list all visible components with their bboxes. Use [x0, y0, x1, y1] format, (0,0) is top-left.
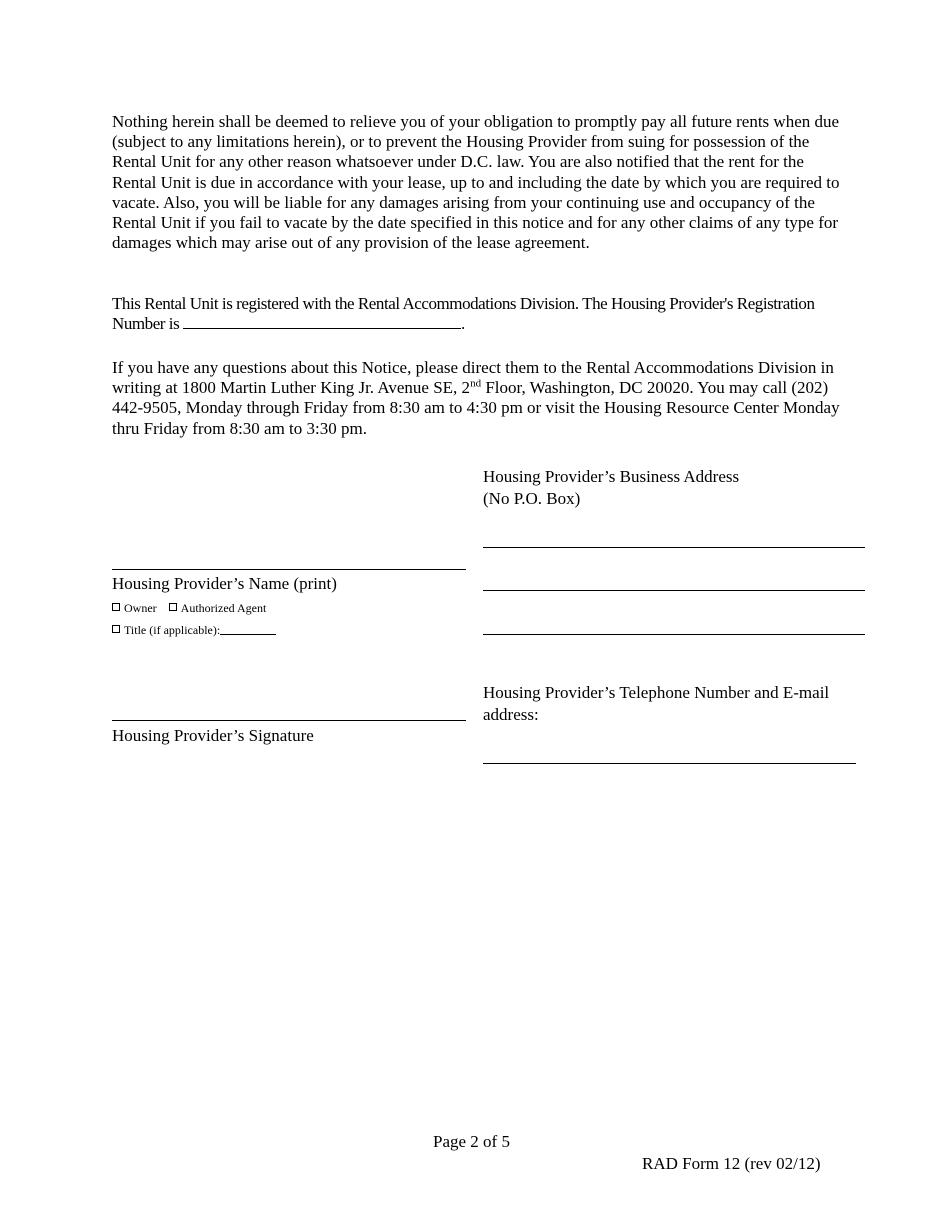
signature-line[interactable] — [112, 720, 466, 721]
contact-text-part2: Floor, Washington, DC 20020. You may call (202) 442-9505, Monday through Friday from 8:30 am to 4:30 pm or visit the Housing Resource Center Monday thru Friday from 8:30 am to 3:30 pm. — [112, 378, 840, 438]
owner-checkbox[interactable] — [112, 603, 120, 611]
obligation-paragraph: Nothing herein shall be deemed to relieve you of your obligation to promptly pay all future rents when due (subject to any limitations herein), or to prevent the Housing Provider from suing for possession of the Rental Unit for any other reason whatsoever under D.C. law. You are also notified that the rent for the Rental Unit is due in accordance with your lease, up to and including the date by which you are required to vacate. Also, you will be liable for any damages arising from your continuing use and occupancy of the Rental Unit if you fail to vacate by the date specified in this notice and for any other claims of any type for damages which may arise out of any provision of the lease agreement. — [112, 112, 840, 253]
ordinal-superscript: nd — [470, 377, 482, 390]
signature-label: Housing Provider’s Signature — [112, 726, 314, 745]
form-identifier: RAD Form 12 (rev 02/12) — [642, 1154, 821, 1173]
page-number: Page 2 of 5 — [433, 1132, 510, 1151]
provider-name-line[interactable] — [112, 569, 466, 570]
registration-period: . — [461, 314, 465, 334]
title-checkbox[interactable] — [112, 625, 120, 633]
contact-text-part1: If you have any questions about this Notice, please direct them to the Rental Accommodations Division in writing at 1800 Martin Luther King Jr. Avenue SE, 2 — [112, 358, 834, 398]
business-address-line-3[interactable] — [483, 634, 865, 635]
phone-email-label-cont: address: — [483, 705, 539, 724]
phone-email-line[interactable] — [483, 763, 856, 764]
business-address-line-1[interactable] — [483, 547, 865, 548]
role-checkboxes — [112, 601, 266, 615]
registration-text: This Rental Unit is registered with the Rental Accommodations Division. The Housing Provider's Registration Number is — [112, 294, 815, 334]
business-address-line-2[interactable] — [483, 590, 865, 591]
authorized-agent-label: Authorized Agent — [180, 601, 267, 615]
phone-email-label: Housing Provider’s Telephone Number and E-mail — [483, 683, 830, 702]
authorized-agent-checkbox[interactable] — [169, 603, 177, 611]
contact-paragraph — [112, 358, 842, 439]
registration-number-field[interactable] — [183, 328, 461, 329]
title-row — [112, 623, 276, 637]
registration-paragraph — [112, 294, 842, 334]
provider-name-label: Housing Provider’s Name (print) — [112, 574, 337, 593]
no-po-box-note: (No P.O. Box) — [483, 489, 581, 508]
title-field[interactable] — [220, 634, 276, 635]
owner-label: Owner — [124, 601, 157, 615]
business-address-label: Housing Provider’s Business Address — [483, 467, 740, 486]
title-label: Title (if applicable): — [124, 623, 221, 637]
